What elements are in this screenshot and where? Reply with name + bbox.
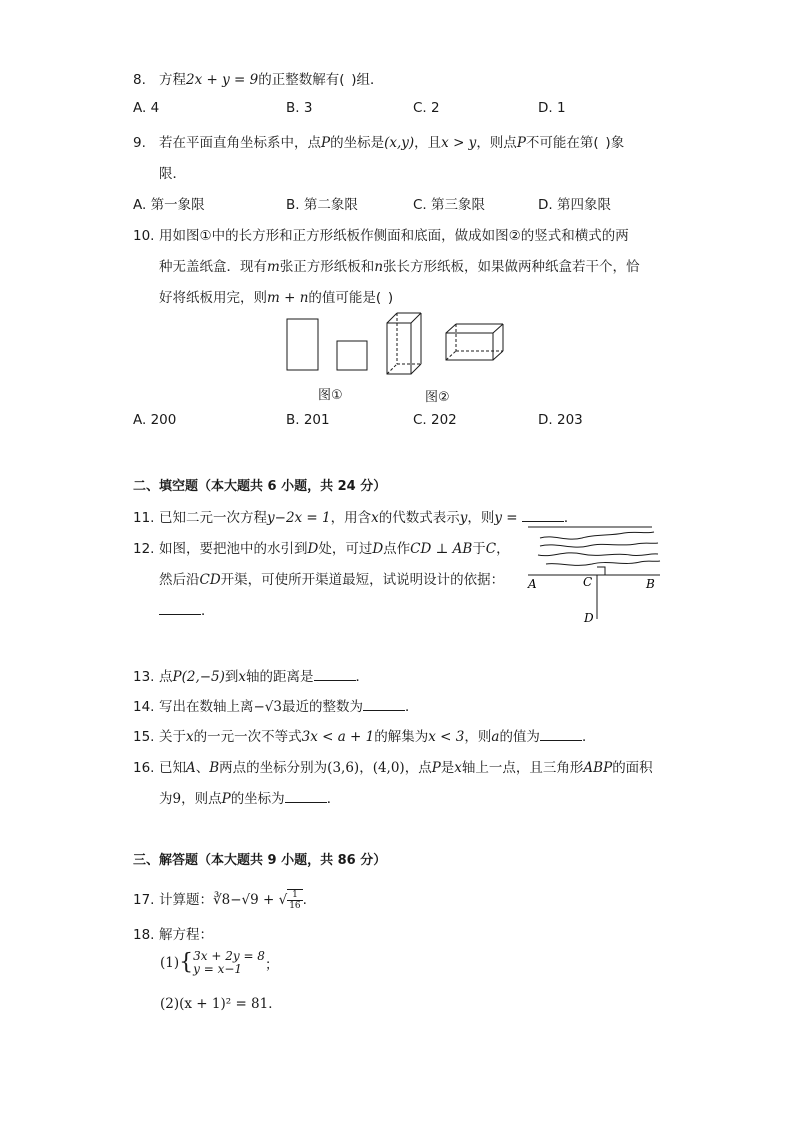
box-figure <box>280 308 520 404</box>
stem-text: . <box>302 892 307 908</box>
stem-text: 的坐标为 <box>230 791 285 807</box>
var-d: D <box>372 541 384 557</box>
var-n: n <box>374 259 384 275</box>
expression: CD <box>199 572 221 588</box>
triangle: ABP <box>583 760 613 776</box>
stem-text: 如图，要把池中的水引到 <box>159 541 308 557</box>
var-m: m <box>267 259 280 275</box>
option-b[interactable]: B. 3 <box>286 100 313 116</box>
question-number: 8. <box>133 72 146 88</box>
section-2-heading: 二、填空题（本大题共 6 小题，共 24 分） <box>133 479 387 494</box>
stem-text: 的值为 <box>499 729 540 745</box>
label-a: A <box>528 577 537 591</box>
stem-text: 张正方形纸板和 <box>279 259 375 275</box>
question-number: 17. <box>133 892 155 908</box>
question-number: 10. <box>133 228 155 244</box>
question-number: 13. <box>133 669 155 685</box>
option-a[interactable]: A. 第一象限 <box>133 197 205 213</box>
stem-text: 关于 <box>159 729 186 745</box>
stem-text: 的面积 <box>612 760 653 776</box>
question-12-line3 <box>159 599 215 619</box>
stem-text: ； <box>264 957 279 973</box>
stem-text: 、 <box>195 760 210 776</box>
denominator: 16 <box>289 901 301 911</box>
stem-text: 点作 <box>383 541 411 557</box>
radical: −√3 <box>253 699 283 715</box>
stem-text: 用如图①中的长方形和正方形纸板作侧面和底面，做成如图②的竖式和横式的两 <box>159 228 629 244</box>
stem-text: 若在平面直角坐标系中，点 <box>159 135 321 151</box>
horizontal-box <box>446 324 503 360</box>
stem-text: 的坐标是 <box>330 135 385 151</box>
var-a: a <box>491 729 500 745</box>
coordinate: (x,y) <box>384 135 415 151</box>
stem-text: 的代数式表示 <box>378 510 460 526</box>
stem-text: 为 <box>159 791 173 807</box>
stem-text: ． <box>563 510 578 526</box>
stem-text: ，则 <box>464 729 492 745</box>
var-d: D <box>307 541 319 557</box>
figure-1-caption: 图① <box>318 388 343 403</box>
question-8 <box>133 68 384 88</box>
stem-text: ． <box>201 603 215 619</box>
question-number: 16. <box>133 760 155 776</box>
question-18 <box>133 923 213 943</box>
part-label: (1) <box>160 955 180 971</box>
stem-text: 点 <box>159 669 173 685</box>
question-11 <box>133 506 577 526</box>
stem-text: ． <box>326 791 341 807</box>
fraction <box>287 889 302 911</box>
option-c[interactable]: C. 202 <box>413 412 457 428</box>
label-b: B <box>646 577 655 591</box>
stem-text: 轴上一点，且三角形 <box>461 760 584 776</box>
answer-blank[interactable] <box>522 509 564 522</box>
stem-text: 开渠，可使所开渠道最短，试说明设计的依据： <box>220 572 505 588</box>
answer-blank[interactable] <box>159 602 201 615</box>
label-c: C <box>583 575 593 589</box>
var-p: P <box>221 791 231 807</box>
var-p: P <box>516 135 526 151</box>
var-x: x <box>186 729 194 745</box>
var-y: y = <box>494 510 518 526</box>
stem-text: 种无盖纸盒．现有 <box>159 259 267 275</box>
expression: m + n <box>267 290 309 306</box>
question-18-part-2: (2)(x + 1)² = 81． <box>160 996 282 1012</box>
area-value: 9 <box>172 791 182 807</box>
pond-figure <box>524 524 664 628</box>
stem-text: ，点 <box>404 760 432 776</box>
answer-blank[interactable] <box>285 790 327 803</box>
square-board <box>337 341 367 370</box>
stem-text: 的一元一次不等式 <box>193 729 302 745</box>
stem-text: 于 <box>472 541 486 557</box>
stem-text: ，则点 <box>181 791 222 807</box>
var-x: x <box>238 669 247 685</box>
rectangle-board <box>287 319 318 370</box>
point: P(2,−5) <box>172 669 225 685</box>
stem-text: 已知 <box>159 760 186 776</box>
expression: ∛8−√9 + √ <box>213 892 288 908</box>
stem-text: ， <box>496 541 510 557</box>
question-number: 18. <box>133 927 155 943</box>
answer-blank[interactable] <box>540 728 582 741</box>
stem-text: 的正整数解有( )组． <box>258 72 384 88</box>
answer-blank[interactable] <box>363 698 405 711</box>
stem-text: 轴的距离是 <box>246 669 314 685</box>
question-14 <box>133 695 419 715</box>
question-16-line2 <box>159 787 340 807</box>
expression: CD ⊥ AB <box>410 541 473 557</box>
equation-2: y = x−1 <box>193 962 243 976</box>
stem-text: 计算题： <box>159 892 213 908</box>
var-p: P <box>431 760 441 776</box>
stem-text: ． <box>355 669 370 685</box>
var-p: P <box>321 135 331 151</box>
option-b[interactable]: B. 201 <box>286 412 330 428</box>
option-d[interactable]: D. 1 <box>538 100 566 116</box>
var-a: A <box>186 760 196 776</box>
equation: 2x + y = 9 <box>186 72 259 88</box>
var-c: C <box>485 541 497 557</box>
question-16 <box>133 756 653 776</box>
stem-text: 然后沿 <box>159 572 200 588</box>
stem-text: 的解集为 <box>374 729 429 745</box>
stem-text: 张长方形纸板，如果做两种纸盒若干个，恰 <box>383 259 640 275</box>
stem-text: 是 <box>440 760 455 776</box>
option-d[interactable]: D. 第四象限 <box>538 197 611 213</box>
vertical-box <box>387 313 421 374</box>
stem-text: 两点的坐标分别为 <box>219 760 328 776</box>
question-15 <box>133 725 595 745</box>
equation: y−2x = 1 <box>267 510 331 526</box>
point-a: (3,6) <box>327 760 360 776</box>
question-number: 15. <box>133 729 155 745</box>
question-number: 14. <box>133 699 155 715</box>
water-waves <box>538 532 660 565</box>
stem-text: 不可能在第( )象 <box>525 135 625 151</box>
question-18-part-1 <box>160 950 278 976</box>
option-c[interactable]: C. 第三象限 <box>413 197 486 213</box>
point-b: (4,0) <box>372 760 405 776</box>
option-a[interactable]: A. 4 <box>133 100 160 116</box>
stem-text: 的值可能是( ) <box>308 290 394 306</box>
right-angle-mark <box>597 567 605 575</box>
label-d: D <box>584 611 594 625</box>
stem-text: ，则 <box>467 510 495 526</box>
stem-text: 处，可过 <box>318 541 373 557</box>
stem-text: 最近的整数为 <box>282 699 364 715</box>
question-number: 9. <box>133 135 146 151</box>
question-9 <box>133 131 624 151</box>
option-d[interactable]: D. 203 <box>538 412 583 428</box>
question-10-line2 <box>159 255 640 275</box>
numerator: 1 <box>287 890 302 901</box>
stem-text: ． <box>581 729 596 745</box>
var-x: x <box>454 760 462 776</box>
question-12-line2 <box>159 568 504 588</box>
question-9-line2: 限． <box>159 166 186 182</box>
question-13 <box>133 665 369 685</box>
section-3-heading: 三、解答题（本大题共 9 小题，共 86 分） <box>133 853 387 868</box>
solution: x < 3 <box>428 729 465 745</box>
stem-text: ， <box>359 760 373 776</box>
stem-text: 好将纸板用完，则 <box>159 290 267 306</box>
condition: x > y <box>441 135 477 151</box>
stem-text: ，用含 <box>330 510 372 526</box>
question-number: 12. <box>133 541 155 557</box>
stem-text: ，则点 <box>476 135 517 151</box>
var-y: y <box>459 510 468 526</box>
question-10 <box>133 224 629 244</box>
stem-text: 到 <box>224 669 239 685</box>
figure-2-caption: 图② <box>425 390 450 405</box>
equation-system <box>193 950 265 976</box>
question-12 <box>133 537 510 557</box>
stem-text: ． <box>405 699 419 715</box>
question-10-line3 <box>159 286 393 306</box>
var-b: B <box>209 760 220 776</box>
brace-icon: { <box>179 950 194 975</box>
inequality: 3x < a + 1 <box>301 729 375 745</box>
stem-text: 解方程： <box>159 927 213 943</box>
answer-blank[interactable] <box>314 668 356 681</box>
option-a[interactable]: A. 200 <box>133 412 177 428</box>
question-17 <box>133 888 307 911</box>
option-b[interactable]: B. 第二象限 <box>286 197 358 213</box>
equation-1: 3x + 2y = 8 <box>193 949 265 963</box>
stem-text: 方程 <box>159 72 186 88</box>
stem-text: 已知二元一次方程 <box>159 510 267 526</box>
var-x: x <box>371 510 379 526</box>
question-number: 11. <box>133 510 155 526</box>
stem-text: 写出在数轴上离 <box>159 699 254 715</box>
option-c[interactable]: C. 2 <box>413 100 440 116</box>
stem-text: ，且 <box>414 135 442 151</box>
